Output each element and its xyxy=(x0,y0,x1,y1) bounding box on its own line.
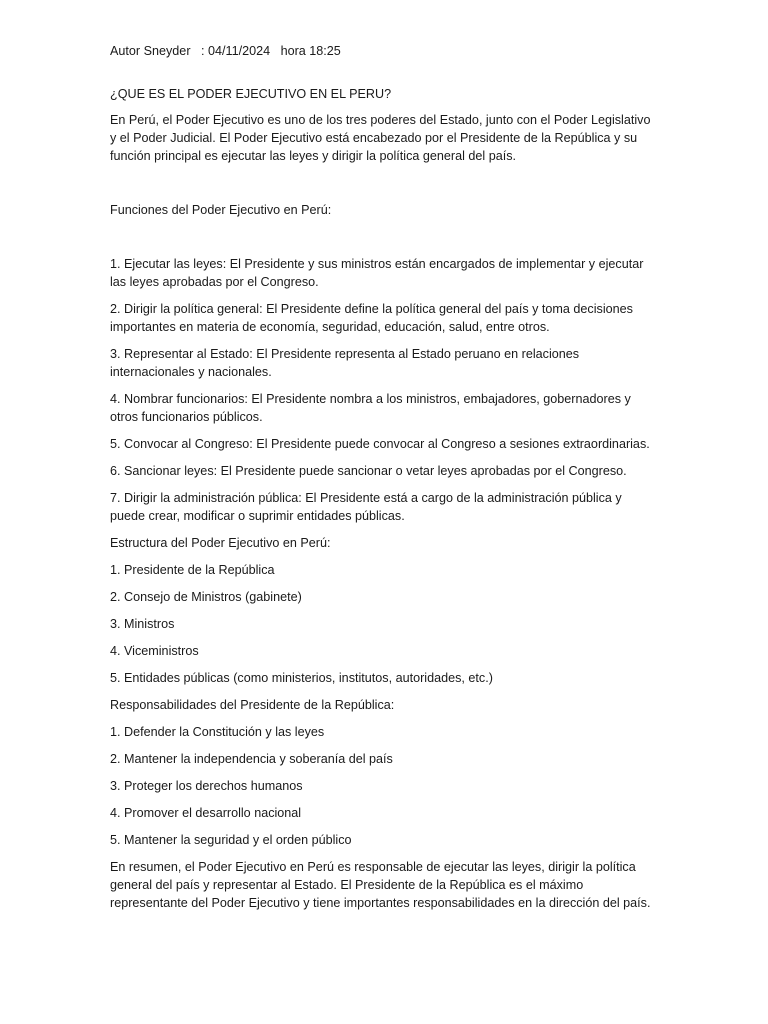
funciones-item: 7. Dirigir la administración pública: El Presidente está a cargo de la administración pública y puede crear, modificar o suprimir entidades públicas. xyxy=(110,491,622,523)
responsabilidades-item: 5. Mantener la seguridad y el orden público xyxy=(110,833,352,847)
conclusion-paragraph: En resumen, el Poder Ejecutivo en Perú es responsable de ejecutar las leyes, dirigir la política general del país y representar al Estado. El Presidente de la República es el máximo representante del Poder Ejecutivo y tiene importantes responsabilidades en la dirección del país. xyxy=(110,860,651,910)
estructura-item: 4. Viceministros xyxy=(110,644,199,658)
estructura-item: 5. Entidades públicas (como ministerios, institutos, autoridades, etc.) xyxy=(110,671,493,685)
funciones-item: 4. Nombrar funcionarios: El Presidente nombra a los ministros, embajadores, gobernadores y otros funcionarios públicos. xyxy=(110,392,631,424)
intro-paragraph: En Perú, el Poder Ejecutivo es uno de los tres poderes del Estado, junto con el Poder Legislativo y el Poder Judicial. El Poder Ejecutivo está encabezado por el Presidente de la República y su función principal es ejecutar las leyes y dirigir la política general del país. xyxy=(110,113,651,163)
funciones-heading: Funciones del Poder Ejecutivo en Perú: xyxy=(110,203,332,217)
responsabilidades-item: 1. Defender la Constitución y las leyes xyxy=(110,725,325,739)
funciones-item: 2. Dirigir la política general: El Presidente define la política general del país y toma decisiones importantes en materia de economía, seguridad, educación, salud, entre otros. xyxy=(110,302,633,334)
author-date-line: Autor Sneyder : 04/11/2024 hora 18:25 xyxy=(110,44,341,58)
document-title: ¿QUE ES EL PODER EJECUTIVO EN EL PERU? xyxy=(110,87,392,101)
funciones-item: 1. Ejecutar las leyes: El Presidente y sus ministros están encargados de implementar y ejecutar las leyes aprobadas por el Congreso. xyxy=(110,257,644,289)
funciones-item: 5. Convocar al Congreso: El Presidente puede convocar al Congreso a sesiones extraordinarias. xyxy=(110,437,650,451)
responsabilidades-item: 4. Promover el desarrollo nacional xyxy=(110,806,302,820)
estructura-item: 3. Ministros xyxy=(110,617,175,631)
responsabilidades-item: 3. Proteger los derechos humanos xyxy=(110,779,303,793)
responsabilidades-heading: Responsabilidades del Presidente de la República: xyxy=(110,698,395,712)
estructura-heading: Estructura del Poder Ejecutivo en Perú: xyxy=(110,536,331,550)
responsabilidades-item: 2. Mantener la independencia y soberanía del país xyxy=(110,752,393,766)
funciones-item: 3. Representar al Estado: El Presidente representa al Estado peruano en relaciones internacionales y nacionales. xyxy=(110,347,580,379)
estructura-item: 1. Presidente de la República xyxy=(110,563,275,577)
estructura-item: 2. Consejo de Ministros (gabinete) xyxy=(110,590,302,604)
funciones-item: 6. Sancionar leyes: El Presidente puede sancionar o vetar leyes aprobadas por el Congreso. xyxy=(110,464,627,478)
